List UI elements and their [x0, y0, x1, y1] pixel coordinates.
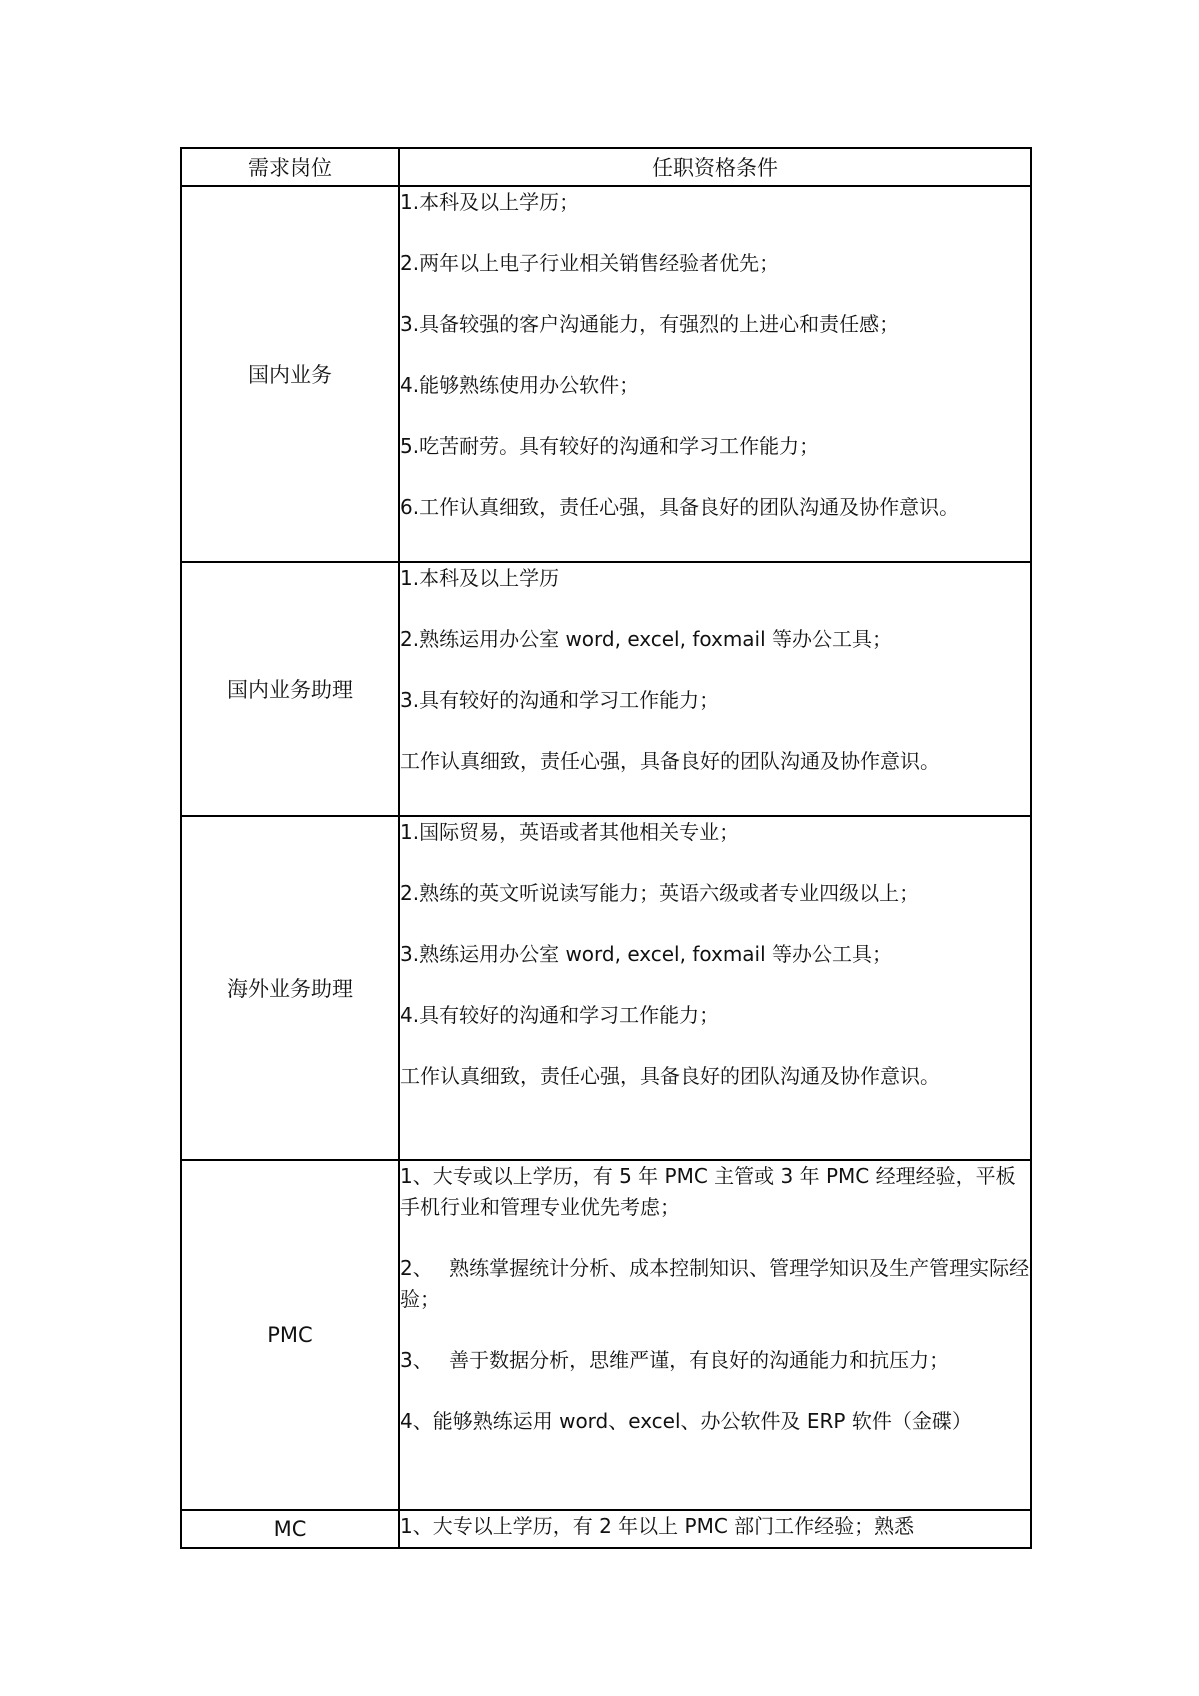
requirement-item: 1、大专或以上学历，有 5 年 PMC 主管或 3 年 PMC 经理经验，平板手机行业和管理专业优先考虑；: [400, 1164, 1016, 1219]
requirement-item: 5.吃苦耐劳。具有较好的沟通和学习工作能力；: [400, 434, 820, 458]
requirement-item: 4.具有较好的沟通和学习工作能力；: [400, 1003, 720, 1027]
requirement-item: 2.熟练的英文听说读写能力；英语六级或者专业四级以上；: [400, 881, 920, 905]
requirement-item: 2、 熟练掌握统计分析、成本控制知识、管理学知识及生产管理实际经验；: [400, 1256, 1030, 1311]
position-cell: MC: [181, 1510, 399, 1548]
position-cell: 国内业务助理: [181, 562, 399, 816]
requirement-item: 3.具有较好的沟通和学习工作能力；: [400, 688, 720, 712]
requirement-item: 1.本科及以上学历: [400, 566, 560, 590]
position-cell: 海外业务助理: [181, 816, 399, 1160]
requirement-item: 1.本科及以上学历；: [400, 190, 580, 214]
position-cell: 国内业务: [181, 186, 399, 562]
header-requirements: 任职资格条件: [399, 148, 1031, 186]
requirement-item: 6.工作认真细致，责任心强，具备良好的团队沟通及协作意识。: [400, 495, 960, 519]
job-requirements-table: [180, 147, 1032, 1549]
requirements-cell: [399, 1160, 1031, 1510]
table-row: [181, 1160, 1031, 1510]
requirement-item: 1、大专以上学历，有 2 年以上 PMC 部门工作经验；熟悉: [400, 1514, 915, 1538]
requirement-item: 工作认真细致，责任心强，具备良好的团队沟通及协作意识。: [400, 749, 940, 773]
requirements-cell: [399, 1510, 1031, 1548]
header-row: [181, 148, 1031, 186]
table-row: [181, 562, 1031, 816]
requirement-item: 3、 善于数据分析，思维严谨，有良好的沟通能力和抗压力；: [400, 1348, 950, 1372]
requirements-cell: [399, 816, 1031, 1160]
requirements-cell: [399, 186, 1031, 562]
requirement-item: 3.熟练运用办公室 word, excel, foxmail 等办公工具；: [400, 942, 893, 966]
requirement-item: 4.能够熟练使用办公软件；: [400, 373, 640, 397]
requirement-item: 1.国际贸易，英语或者其他相关专业；: [400, 820, 740, 844]
table-row: [181, 1510, 1031, 1548]
requirements-cell: [399, 562, 1031, 816]
position-cell: PMC: [181, 1160, 399, 1510]
header-position: 需求岗位: [181, 148, 399, 186]
requirement-item: 4、能够熟练运用 word、excel、办公软件及 ERP 软件（金碟）: [400, 1409, 972, 1433]
requirement-item: 工作认真细致，责任心强，具备良好的团队沟通及协作意识。: [400, 1064, 940, 1088]
requirement-item: 3.具备较强的客户沟通能力，有强烈的上进心和责任感；: [400, 312, 900, 336]
requirement-item: 2.两年以上电子行业相关销售经验者优先；: [400, 251, 780, 275]
table-row: [181, 186, 1031, 562]
table-row: [181, 816, 1031, 1160]
requirement-item: 2.熟练运用办公室 word, excel, foxmail 等办公工具；: [400, 627, 893, 651]
